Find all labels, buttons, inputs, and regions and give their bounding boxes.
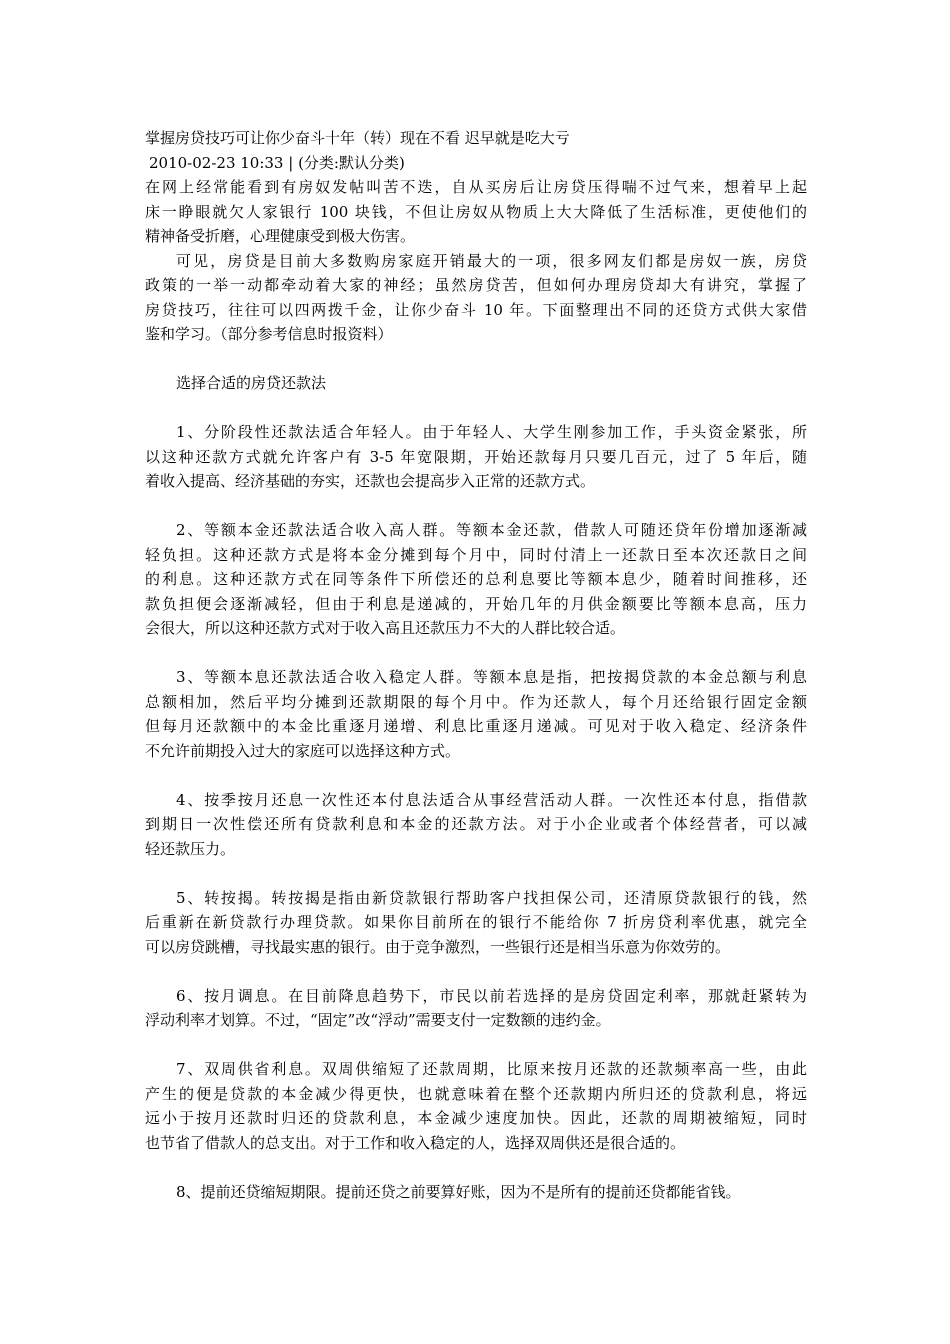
spacer [145,861,807,886]
spacer [145,396,807,421]
intro-paragraph [145,175,807,249]
paragraph-line: 鉴和学习。（部分参考信息时报资料） [145,325,393,343]
paragraph-line: 8、提前还贷缩短期限。提前还贷之前要算好账，因为不是所有的提前还贷都能省钱。 [176,1182,741,1201]
spacer [145,641,807,666]
spacer [145,1155,807,1180]
paragraph-line: 政策的一举一动都牵动着大家的神经；虽然房贷苦，但如何办理房贷却大有讲究，掌握了 [145,276,807,294]
list-item [145,886,807,960]
paragraph-line: 7、双周供省利息。双周供缩短了还款周期，比原来按月还款的还款频率高一些，由此 [176,1060,807,1078]
paragraph-line: 3、等额本息还款法适合收入稳定人群。等额本息是指，把按揭贷款的本金总额与利息 [176,668,807,686]
list-item [145,1180,807,1205]
paragraph-line: 轻负担。这种还款方式是将本金分摊到每个月中，同时付清上一还款日至本次还款日之间 [145,545,807,564]
paragraph-line: 产生的便是贷款的本金减少得更快，也就意味着在整个还款期内所归还的贷款利息，将远 [145,1084,807,1103]
paragraph-line: 可见，房贷是目前大多数购房家庭开销最大的一项，很多网友们都是房奴一族，房贷 [176,251,807,270]
spacer [145,1033,807,1058]
paragraph-line: 也节省了借款人的总支出。对于工作和收入稳定的人，选择双周供还是很合适的。 [145,1133,686,1152]
paragraph-line: 但每月还款额中的本金比重逐月递增、利息比重逐月递减。可见对于收入稳定、经济条件 [145,717,807,735]
paragraph-line: 6、按月调息。在目前降息趋势下，市民以前若选择的是房贷固定利率，那就赶紧转为 [176,986,807,1005]
list-item [145,984,807,1033]
list-item [145,518,807,641]
spacer [145,347,807,372]
article-meta: 2010-02-23 10:33 | (分类:默认分类) [149,153,405,172]
paragraph-line: 床一睁眼就欠人家银行 100 块钱，不但让房奴从物质上大大降低了生活标准，更使他们的 [145,202,807,221]
paragraph-line: 总额相加，然后平均分摊到还款期限的每个月中。作为还款人，每个月还给银行固定金额 [145,692,807,711]
list-item [145,420,807,494]
paragraph-line: 的利息。这种还款方式在同等条件下所偿还的总利息要比等额本息少，随着时间推移，还 [145,570,807,588]
paragraph-line: 1、分阶段性还款法适合年轻人。由于年轻人、大学生刚参加工作，手头资金紧张，所 [176,423,807,441]
paragraph-line: 房贷技巧，往往可以四两拨千金，让你少奋斗 10 年。下面整理出不同的还贷方式供大家借 [145,300,807,319]
paragraph-line: 以这种还款方式就允许客户有 3-5 年宽限期，开始还款每月只要几百元，过了 5 年后，随 [145,447,807,466]
paragraph-line: 不允许前期投入过大的家庭可以选择这种方式。 [145,741,461,760]
paragraph-line: 4、按季按月还息一次性还本付息法适合从事经营活动人群。一次性还本付息，指借款 [176,790,807,809]
paragraph-line: 浮动利率才划算。不过，“固定”改“浮动”需要支付一定数额的违约金。 [145,1011,611,1029]
list-item [145,788,807,862]
paragraph-line: 轻还款压力。 [145,839,236,858]
spacer [145,959,807,984]
paragraph-line: 会很大，所以这种还款方式对于收入高且还款压力不大的人群比较合适。 [145,619,626,637]
spacer [145,494,807,519]
paragraph-line: 精神备受折磨，心理健康受到极大伤害。 [145,227,416,245]
spacer [145,763,807,788]
paragraph-line: 可以房贷跳槽，寻找最实惠的银行。由于竞争激烈，一些银行还是相当乐意为你效劳的。 [145,937,731,956]
article-title: 掌握房贷技巧可让你少奋斗十年（转）现在不看 迟早就是吃大亏 [145,129,570,147]
list-item [145,665,807,763]
paragraph-line: 在网上经常能看到有房奴发帖叫苦不迭，自从买房后让房贷压得喘不过气来，想着早上起 [145,178,807,196]
section-heading: 选择合适的房贷还款法 [176,374,327,392]
paragraph-line: 5、转按揭。转按揭是指由新贷款银行帮助客户找担保公司，还清原贷款银行的钱，然 [176,888,807,907]
paragraph-line: 远小于按月还款时归还的贷款利息，本金减少速度加快。因此，还款的周期被缩短，同时 [145,1109,807,1127]
paragraph-line: 到期日一次性偿还所有贷款利息和本金的还款方法。对于小企业或者个体经营者，可以减 [145,815,807,833]
paragraph-line: 着收入提高、经济基础的夯实，还款也会提高步入正常的还款方式。 [145,472,596,490]
paragraph-line: 后重新在新贷款行办理贷款。如果你目前所在的银行不能给你 7 折房贷利率优惠，就完全 [145,913,807,931]
second-paragraph [145,249,807,347]
document-page [145,126,807,1204]
paragraph-line: 款负担便会逐渐减轻，但由于利息是递减的，开始几年的月供金额要比等额本息高，压力 [145,594,807,613]
list-item [145,1057,807,1155]
paragraph-line: 2、等额本金还款法适合收入高人群。等额本金还款，借款人可随还贷年份增加逐渐减 [176,521,807,539]
